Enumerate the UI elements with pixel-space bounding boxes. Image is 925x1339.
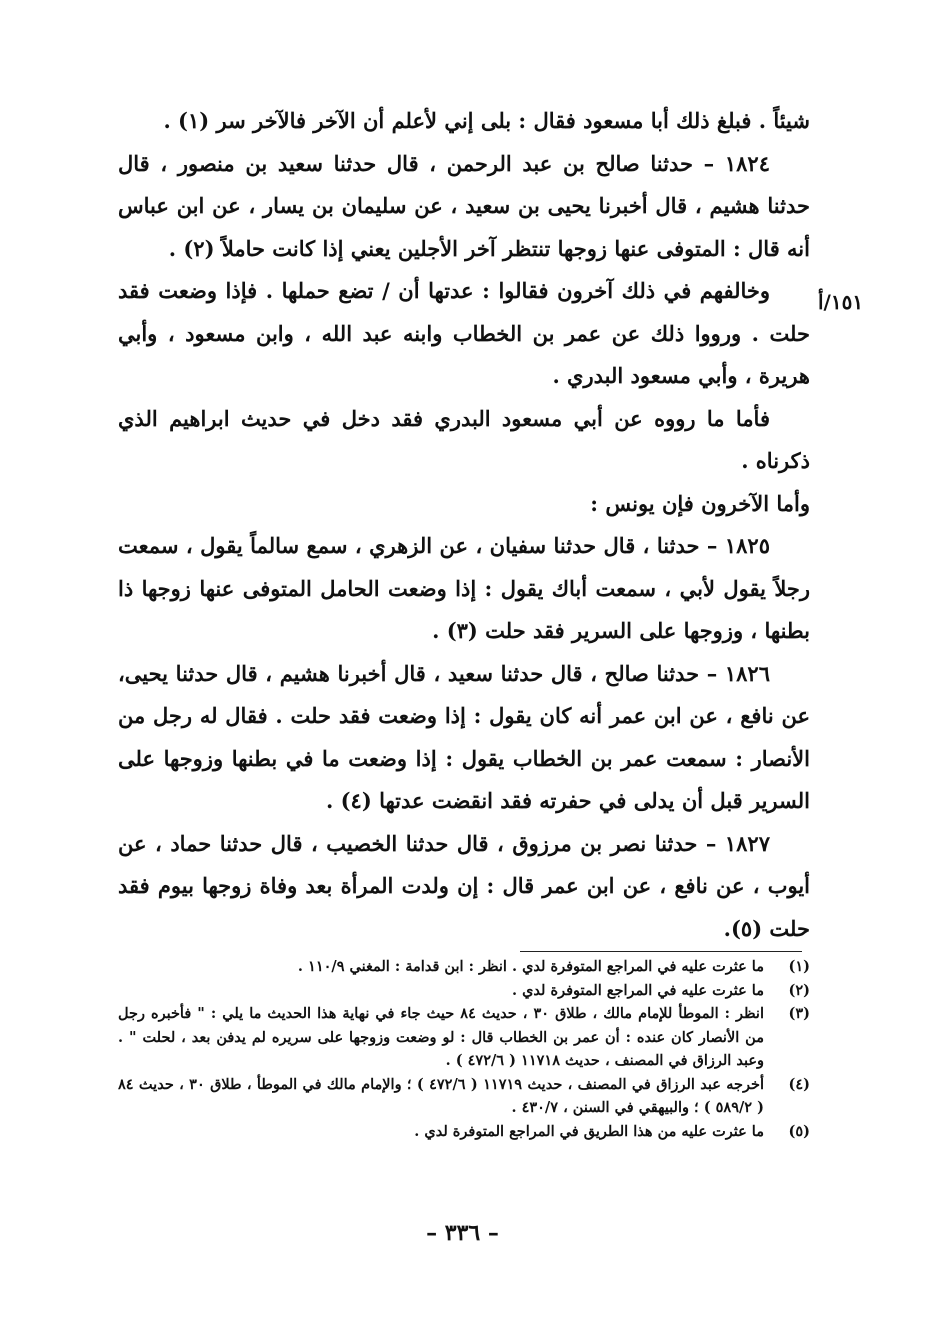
- page-number: – ٣٣٦ –: [426, 1220, 499, 1246]
- paragraph: ١٨٢٥ – حدثنا ، قال حدثنا سفيان ، عن الزهري ، سمع سالماً يقول ، سمعت رجلاً يقول لأبي ، سمعت أباك يقول : إذا وضعت الحامل المتوفى عنها زوجها ذا بطنها ، وزوجها على السرير فقد حلت (٣) .: [118, 533, 810, 643]
- footnote-text: ما عثرت عليه من هذا الطريق في المراجع المتوفرة لدي .: [414, 1122, 764, 1140]
- folio-margin-note: ١٥١/أ: [818, 290, 864, 314]
- footnotes: [118, 955, 810, 1143]
- footnote-number: (٢): [788, 981, 810, 999]
- paragraph: ١٨٢٦ – حدثنا صالح ، قال حدثنا سعيد ، قال أخبرنا هشيم ، قال حدثنا يحيى، عن نافع ، عن ابن عمر أنه كان يقول : إذا وضعت فقد حلت . فقال له رجل من الأنصار : سمعت عمر بن الخطاب يقول : إذا وضعت ما في بطنها وزوجها على السرير قبل أن يدلى في حفرته فقد انقضت عدتها (٤) .: [118, 660, 810, 813]
- footnote-text: انظر : الموطأ للإمام مالك ، طلاق ٣٠ ، حديث ٨٤ حيث جاء في نهاية هذا الحديث ما يلي : " فأخبره رجل من الأنصار كان عنده : أن عمر بن الخطاب قال : لو وضعت وزوجها على سريره لم يدفن بعد ، لحلت " . وعبد الرزاق في المصنف ، حديث ١١٧١٨ ( ٤٧٢/٦ ) .: [118, 1005, 764, 1069]
- footnote: [118, 1073, 810, 1120]
- footnote: [118, 979, 810, 1003]
- paragraph: ١٨٢٤ – حدثنا صالح بن عبد الرحمن ، قال حدثنا سعيد بن منصور ، قال حدثنا هشيم ، قال أخبرنا يحيى بن سعيد ، عن سليمان بن يسار ، عن ابن عباس أنه قال : المتوفى عنها زوجها تنتظر آخر الأجلين يعني إذا كانت حاملاً (٢) .: [118, 150, 810, 261]
- footnote: [118, 1120, 810, 1144]
- paragraph: ١٨٢٧ – حدثنا نصر بن مرزوق ، قال حدثنا الخصيب ، قال حدثنا حماد ، عن أيوب ، عن نافع ، عن ابن عمر قال : إن ولدت المرأة بعد وفاة زوجها بيوم فقد حلت (٥).: [118, 830, 810, 941]
- footnote-text: ما عثرت عليه في المراجع المتوفرة لدي .: [511, 981, 764, 999]
- paragraph: فأما ما رووه عن أبي مسعود البدري فقد دخل في حديث ابراهيم الذي ذكرناه .: [118, 405, 810, 473]
- paragraph: وخالفهم في ذلك آخرون فقالوا : عدتها أن / تضع حملها . فإذا وضعت فقد حلت . ورووا ذلك عن عمر بن الخطاب وابنه عبد الله ، وابن مسعود ، وأبي هريرة ، وأبي مسعود البدري .: [118, 278, 810, 388]
- footnote-number: (٣): [788, 1005, 810, 1022]
- paragraph: شيئاً . فبلغ ذلك أبا مسعود فقال : بلى إني لأعلم أن الآخر فالآخر سر (١) .: [163, 108, 810, 133]
- footnote-text: أخرجه عبد الرزاق في المصنف ، حديث ١١٧١٩ ( ٤٧٢/٦ ) ؛ والإمام مالك في الموطأ ، طلاق ٣٠ ، حديث ٨٤ ( ٥٨٩/٢ ) ؛ والبيهقي في السنن ، ٤٣٠/٧ .: [118, 1075, 764, 1116]
- footnote-separator: [520, 951, 802, 952]
- footnote: [118, 1002, 810, 1073]
- footnote: [118, 955, 810, 979]
- footnote-number: (٤): [788, 1075, 810, 1093]
- footnote-number: (٥): [788, 1122, 810, 1140]
- footnote-text: ما عثرت عليه في المراجع المتوفرة لدي . انظر : ابن قدامة : المغني ١١٠/٩ .: [297, 958, 764, 975]
- main-text: [118, 100, 810, 950]
- paragraph: وأما الآخرون فإن يونس :: [590, 490, 810, 516]
- footnote-number: (١): [788, 958, 810, 975]
